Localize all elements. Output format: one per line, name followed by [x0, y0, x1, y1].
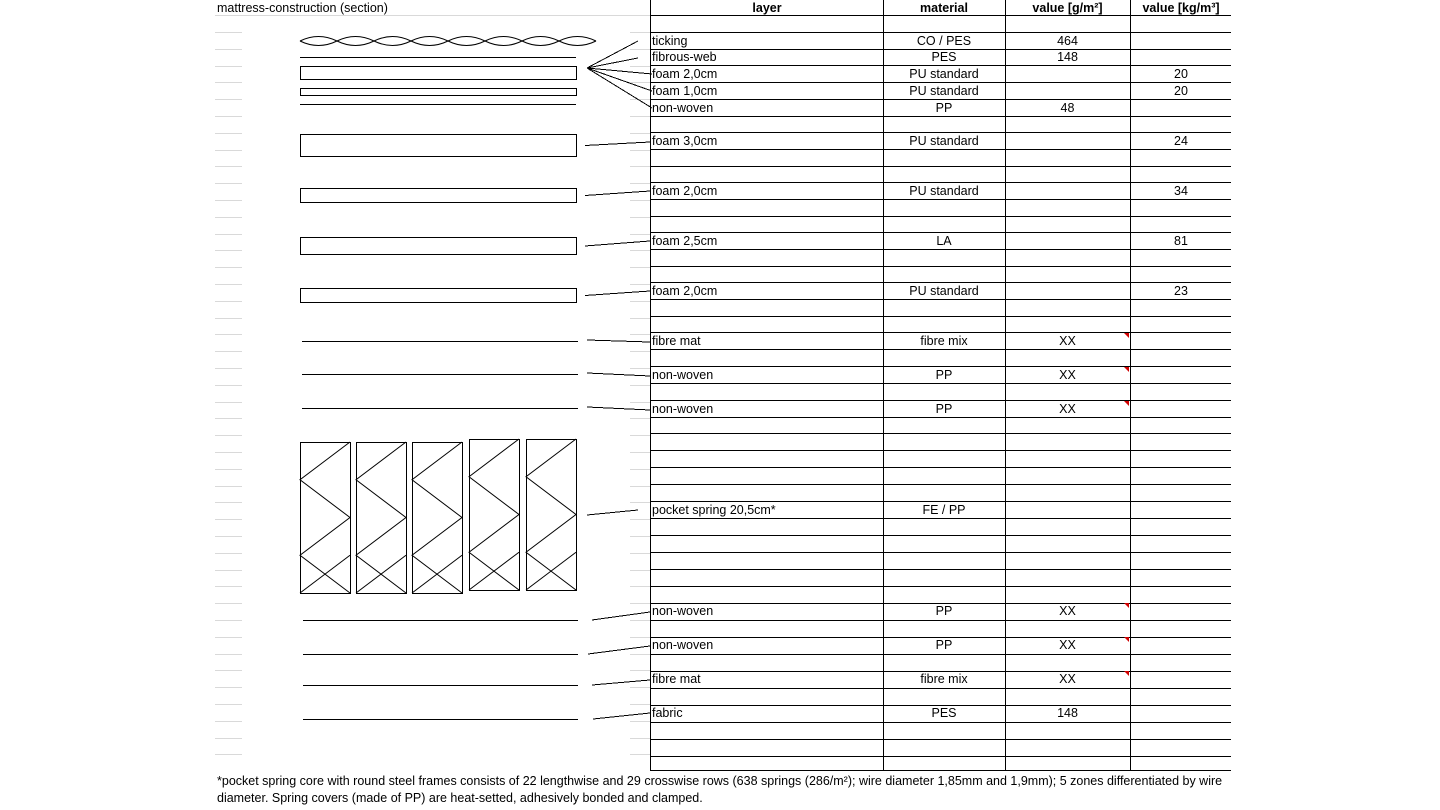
header-value-gm2: value [g/m²] [1032, 1, 1103, 15]
foam-layer-rect [301, 289, 577, 303]
leader-line [592, 680, 650, 685]
foam-layer-rect [301, 89, 577, 96]
cell-layer[interactable]: fibre mat [652, 334, 701, 348]
cell-value-gm2[interactable]: 48 [1060, 101, 1075, 115]
cell-value-kgm3[interactable]: 81 [1174, 234, 1188, 248]
leader-line [587, 510, 638, 515]
cell-layer[interactable]: non-woven [652, 101, 714, 115]
foam-layer-rect [301, 135, 577, 157]
foam-layer-rect [301, 67, 577, 80]
pocket-spring [470, 440, 520, 591]
cell-value-gm2[interactable]: XX [1059, 604, 1076, 618]
leader-line [587, 373, 650, 376]
cell-layer[interactable]: non-woven [652, 402, 714, 416]
cell-value-kgm3[interactable]: 24 [1174, 134, 1188, 148]
header-material: material [920, 1, 968, 15]
cell-material[interactable]: PU standard [909, 67, 979, 81]
comment-indicator-icon[interactable] [1124, 603, 1129, 608]
comment-indicator-icon[interactable] [1124, 367, 1129, 372]
cell-material[interactable]: PU standard [909, 134, 979, 148]
pocket-spring [301, 443, 351, 594]
cell-material[interactable]: PU standard [909, 284, 979, 298]
foam-layer-rect [301, 238, 577, 255]
cell-material[interactable]: PP [935, 368, 953, 382]
pocket-spring [527, 440, 577, 591]
cell-value-kgm3[interactable]: 23 [1174, 284, 1188, 298]
comment-indicator-icon[interactable] [1124, 333, 1129, 338]
cell-layer[interactable]: ticking [652, 34, 688, 48]
cell-layer[interactable]: fabric [652, 706, 683, 720]
header-layer: layer [752, 1, 782, 15]
leader-line [585, 241, 650, 246]
spring-zigzag [412, 442, 462, 593]
comment-indicator-icon[interactable] [1124, 401, 1129, 406]
leader-line [587, 407, 650, 410]
comment-indicator-icon[interactable] [1124, 637, 1129, 642]
cell-layer[interactable]: foam 1,0cm [652, 84, 718, 98]
leader-line [585, 291, 650, 296]
cell-material[interactable]: FE / PP [922, 503, 966, 517]
cell-material[interactable]: PES [931, 706, 957, 720]
cell-material[interactable]: PP [935, 101, 953, 115]
cell-material[interactable]: fibre mix [920, 334, 968, 348]
cell-material[interactable]: PES [931, 50, 957, 64]
leader-line [585, 191, 650, 196]
cell-value-gm2[interactable]: XX [1059, 672, 1076, 686]
ticking-wave [300, 41, 596, 46]
leader-line [588, 646, 650, 654]
leader-line [585, 142, 650, 146]
cell-material[interactable]: PU standard [909, 184, 979, 198]
cell-material[interactable]: PP [935, 402, 953, 416]
cell-value-kgm3[interactable]: 34 [1174, 184, 1188, 198]
ticking-wave [300, 37, 596, 42]
comment-indicator-icon[interactable] [1124, 671, 1129, 676]
cell-layer[interactable]: foam 3,0cm [652, 134, 718, 148]
spring-zigzag [300, 442, 350, 593]
cell-value-gm2[interactable]: 148 [1057, 706, 1078, 720]
cell-value-gm2[interactable]: XX [1059, 402, 1076, 416]
cell-material[interactable]: PP [935, 638, 953, 652]
cell-value-kgm3[interactable]: 20 [1174, 67, 1188, 81]
sheet-title: mattress-construction (section) [217, 1, 388, 15]
cell-layer[interactable]: pocket spring 20,5cm* [652, 503, 776, 517]
cell-material[interactable]: PU standard [909, 84, 979, 98]
cell-value-gm2[interactable]: XX [1059, 638, 1076, 652]
leader-line [593, 713, 650, 719]
cell-layer[interactable]: non-woven [652, 638, 714, 652]
cell-value-gm2[interactable]: XX [1059, 368, 1076, 382]
footnote: *pocket spring core with round steel frames consists of 22 lengthwise and 29 crosswise rows (638 springs (286/m²); wire diameter 1,85mm and 1,9mm); 5 zones differentiated by wire diameter. Spring covers (made of PP) are heat-setted, adhesively bonded and clamped. [217, 774, 1223, 805]
spring-zigzag [526, 439, 576, 590]
leader-line [587, 340, 650, 342]
foam-layer-rect [301, 189, 577, 203]
cell-value-gm2[interactable]: 464 [1057, 34, 1078, 48]
header-value-kgm3: value [kg/m³] [1142, 1, 1220, 15]
cell-layer[interactable]: fibre mat [652, 672, 701, 686]
cell-layer[interactable]: foam 2,5cm [652, 234, 718, 248]
cell-material[interactable]: LA [936, 234, 952, 248]
cell-value-gm2[interactable]: 148 [1057, 50, 1078, 64]
pocket-spring [413, 443, 463, 594]
cell-material[interactable]: CO / PES [916, 34, 972, 48]
cell-layer[interactable]: fibrous-web [652, 50, 717, 64]
cell-layer[interactable]: foam 2,0cm [652, 184, 718, 198]
cell-layer[interactable]: non-woven [652, 368, 714, 382]
leader-line [592, 612, 650, 620]
cell-layer[interactable]: foam 2,0cm [652, 284, 718, 298]
spring-zigzag [469, 439, 519, 590]
cell-layer[interactable]: non-woven [652, 604, 714, 618]
cell-layer[interactable]: foam 2,0cm [652, 67, 718, 81]
cell-value-gm2[interactable]: XX [1059, 334, 1076, 348]
spring-zigzag [356, 442, 406, 593]
pocket-spring [357, 443, 407, 594]
leader-line [587, 41, 638, 68]
cell-value-kgm3[interactable]: 20 [1174, 84, 1188, 98]
cell-material[interactable]: fibre mix [920, 672, 968, 686]
cell-material[interactable]: PP [935, 604, 953, 618]
